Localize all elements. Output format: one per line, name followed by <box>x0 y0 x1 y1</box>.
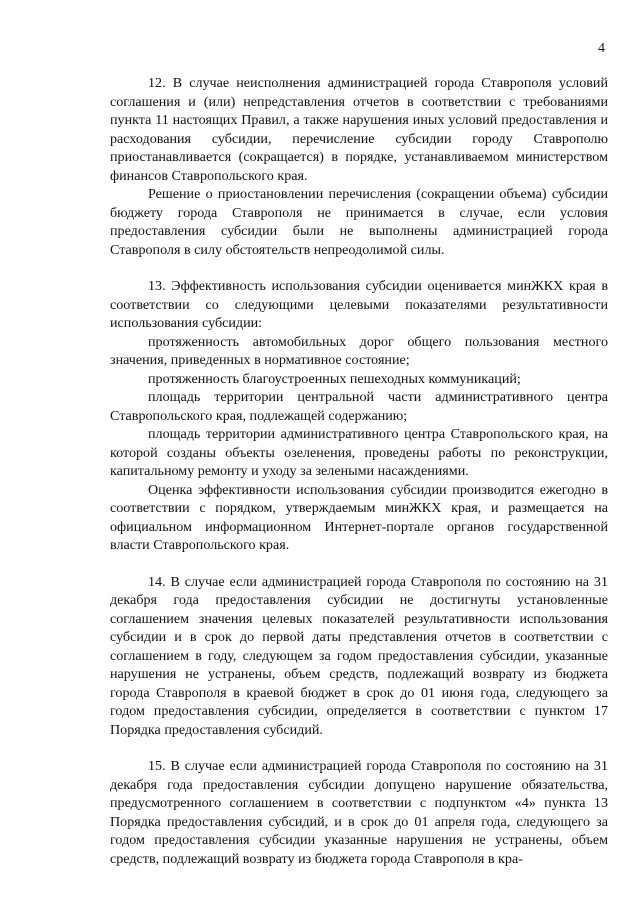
paragraph-15: 15. В случае если администрацией города Ставрополя по состоянию на 31 декабря года предоставления субсидии допущено нарушение обязательства, предусмотренного соглашением в соответствии с подпунктом «4» пункта 13 Порядка предоставления субсидий, и в срок до 01 апреля года, следующего за годом предоставления субсидии указанные нарушения не устранены, объем средств, подлежащий возврату из бюджета города Ставрополя в кра- <box>110 758 608 867</box>
document-body <box>110 74 608 868</box>
paragraph-14: 14. В случае если администрацией города Ставрополя по состоянию на 31 декабря года предоставления субсидии не достигнуты установленные соглашением значения целевых показателей результативности использования субсидии и в срок до первой даты представления отчетов в соответствии с соглашением в году, следующем за годом предоставления субсидии, указанные нарушения не устранены, объем средств, подлежащий возврату из бюджета города Ставрополя в краевой бюджет в срок до 01 июня года, следующего за годом предоставления субсидии, определяется в соответствии с пунктом 17 Порядка предоставления субсидий. <box>110 573 608 738</box>
paragraph-12-decision: Решение о приостановлении перечисления (сокращении объема) субсидии бюджету города Ставрополя не принимается в случае, если условия предоставления субсидии были не выполнены администрацией города Ставрополя в силу обстоятельств непреодолимой силы. <box>110 186 608 258</box>
paragraph-12: 12. В случае неисполнения администрацией города Ставрополя условий соглашения и (или) непредставления отчетов в соответствии с требованиями пункта 11 настоящих Правил, а также нарушения иных условий предоставления и расходования субсидии, перечисление субсидии городу Ставрополю приостанавливается (сокращается) в порядке, устанавливаемом министерством финансов Ставропольского края. <box>110 75 608 184</box>
indicator-roads: протяженность автомобильных дорог общего пользования местного значения, приведенных в нормативное состояние; <box>110 333 608 368</box>
indicator-central-area: площадь территории центральной части административного центра Ставропольского края, подлежащей содержанию; <box>110 389 608 424</box>
paragraph-13-evaluation: Оценка эффективности использования субсидии производится ежегодно в соответствии с порядком, утверждаемым минЖКХ края, и размещается на официальном информационном Интернет-портале органов государственной власти Ставропольского края. <box>110 481 608 553</box>
indicator-pedestrian: протяженность благоустроенных пешеходных коммуникаций; <box>148 370 521 387</box>
page-number: 4 <box>598 41 605 56</box>
paragraph-13: 13. Эффективность использования субсидии оценивается минЖКХ края в соответствии со следующими целевыми показателями результативности использования субсидии: <box>110 278 608 331</box>
indicator-green-area: площадь территории административного центра Ставропольского края, на которой созданы объекты озеленения, проведены работы по реконструкции, капитальному ремонту и уходу за зелеными насаждениями. <box>110 426 608 479</box>
